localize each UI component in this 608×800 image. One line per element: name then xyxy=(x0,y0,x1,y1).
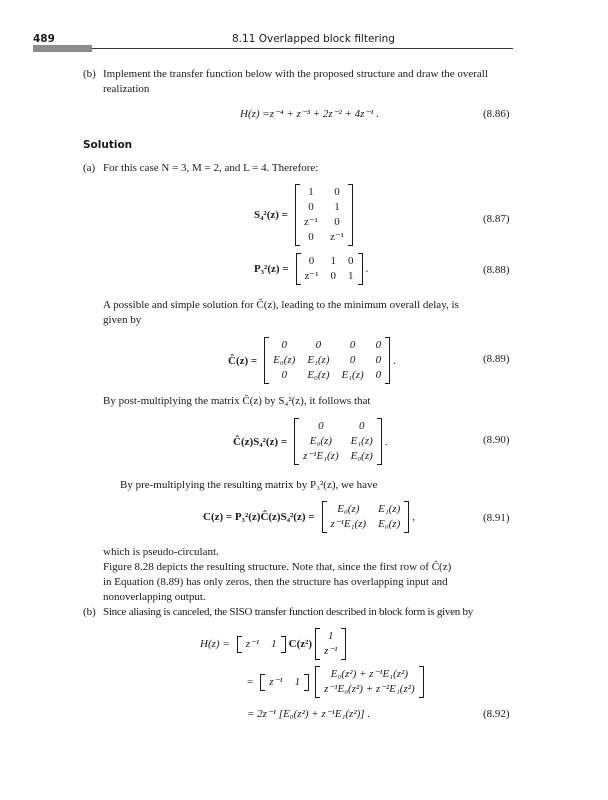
matrix-entry: 0 xyxy=(334,216,340,228)
equation-lhs: P₃²(z) = xyxy=(254,263,289,275)
part-label: (a) xyxy=(83,162,96,174)
equation-lhs: C(z) = P₃²(z)Ĉ(z)S₄²(z) = xyxy=(203,511,315,523)
equation-lhs: = xyxy=(247,676,254,688)
equation-number: (8.88) xyxy=(483,264,510,276)
matrix-entry: E₁(z) xyxy=(350,435,373,447)
equation-8-86 xyxy=(240,107,379,120)
vector-grid xyxy=(320,666,419,698)
paragraph: Figure 8.28 depicts the resulting structure. Note that, since the first row of Ĉ(z) xyxy=(103,561,452,573)
matrix-grid xyxy=(327,501,405,533)
matrix xyxy=(322,501,410,533)
matrix-entry: 1 xyxy=(308,186,314,198)
matrix-entry: 0 xyxy=(334,186,340,198)
part-text: Since aliasing is canceled, the SISO transfer function described in block form is given by xyxy=(103,606,474,618)
equation-number: (8.87) xyxy=(483,213,510,225)
matrix-entry: 0 xyxy=(308,255,315,267)
matrix-entry: E₀(z²) + z⁻¹E₁(z²) xyxy=(330,668,409,680)
matrix-entry: 1 xyxy=(328,630,334,642)
matrix-entry: 1 xyxy=(348,270,354,282)
column-vector xyxy=(315,666,424,698)
paragraph: in Equation (8.89) has only zeros, then the structure has overlapping input and xyxy=(103,576,448,588)
matrix-entry: E₁(z) xyxy=(378,503,401,515)
row-vector xyxy=(260,674,309,691)
matrix-entry: E₀(z) xyxy=(307,369,330,381)
matrix xyxy=(264,337,390,384)
matrix-entry: 0 xyxy=(349,339,356,351)
equation-lhs: H(z) = xyxy=(200,638,230,650)
matrix-entry: z⁻¹ xyxy=(329,231,344,243)
matrix-entry: E₁(z) xyxy=(341,369,364,381)
matrix-grid xyxy=(269,337,385,384)
equation-8-92-line2 xyxy=(247,666,427,698)
matrix-entry: 0 xyxy=(330,270,337,282)
matrix-grid xyxy=(300,184,348,246)
equation-lhs: Ĉ(z)S₄²(z) = xyxy=(233,435,288,448)
solution-heading: Solution xyxy=(83,139,133,151)
matrix-entry: 0 xyxy=(281,369,287,381)
header-rule xyxy=(33,48,513,49)
paragraph: By pre-multiplying the resulting matrix by P₃²(z), we have xyxy=(120,479,378,491)
solution-part-a xyxy=(83,161,518,176)
matrix-entry: E₀(z) xyxy=(378,518,401,530)
exercise-part-b xyxy=(83,67,518,82)
matrix-entry: z⁻¹ xyxy=(303,216,318,228)
equation-8-92-line3 xyxy=(247,707,370,720)
matrix-entry: 1 xyxy=(271,637,277,650)
part-text: For this case N = 3, M = 2, and L = 4. Therefore: xyxy=(103,162,319,174)
matrix-entry: 0 xyxy=(281,339,287,351)
equation-tail: , xyxy=(412,511,415,523)
equation-8-92-line1 xyxy=(200,628,349,660)
matrix xyxy=(296,253,363,285)
matrix-entry: E₁(z) xyxy=(307,354,330,366)
matrix-entry: 1 xyxy=(330,255,337,267)
equation-number: (8.89) xyxy=(483,353,510,365)
matrix-entry: z⁻¹ xyxy=(304,270,319,282)
equation-expression: = 2z⁻¹ [E₀(z²) + z⁻¹E₁(z²)] . xyxy=(247,708,371,720)
equation-lhs: S₄²(z) = xyxy=(254,209,288,221)
matrix xyxy=(294,418,382,465)
paragraph: nonoverlapping output. xyxy=(103,591,206,603)
matrix-entry: E₀(z) xyxy=(309,435,332,447)
matrix-entry: 1 xyxy=(294,675,301,688)
equation-mid: C(z²) xyxy=(288,638,313,650)
equation-tail: . xyxy=(384,435,388,448)
part-label: (b) xyxy=(83,68,96,80)
part-text: Implement the transfer function below with the proposed structure and draw the overall xyxy=(103,68,488,80)
column-vector xyxy=(315,628,346,660)
equation-number: (8.86) xyxy=(483,108,510,120)
matrix-entry: z⁻¹ xyxy=(269,675,283,688)
running-head: 8.11 Overlapped block filtering xyxy=(232,33,395,45)
matrix-entry: 0 xyxy=(348,255,354,267)
equation-tail: . xyxy=(365,263,369,275)
matrix xyxy=(295,184,353,246)
matrix-entry: E₀(z) xyxy=(350,450,373,462)
equation-8-87 xyxy=(254,184,356,246)
equation-8-90 xyxy=(233,418,388,465)
row-vector xyxy=(237,636,286,653)
equation-8-89 xyxy=(228,337,396,384)
equation-lhs: H(z) = xyxy=(240,107,270,120)
matrix-entry: 0 xyxy=(315,339,322,351)
matrix-entry: 1 xyxy=(334,201,340,213)
equation-lhs: Ĉ(z) = xyxy=(228,354,258,367)
matrix-entry: z⁻¹ xyxy=(245,637,260,650)
equation-tail: . xyxy=(393,354,396,367)
matrix-entry: 0 xyxy=(358,420,365,432)
vector-grid xyxy=(265,674,304,691)
matrix-entry: 0 xyxy=(308,231,314,243)
matrix-entry: 0 xyxy=(375,354,382,366)
matrix-entry: 0 xyxy=(318,420,324,432)
matrix-entry: E₀(z) xyxy=(337,503,360,515)
equation-number: (8.90) xyxy=(483,434,510,446)
paragraph: given by xyxy=(103,314,142,326)
paragraph: By post-multiplying the matrix Ĉ(z) by S₄²(z), it follows that xyxy=(103,395,371,407)
equation-8-91 xyxy=(203,501,415,533)
page-number: 489 xyxy=(33,33,55,45)
matrix-grid xyxy=(299,418,377,465)
part-label: (b) xyxy=(83,606,96,618)
matrix-entry: z⁻¹E₁(z) xyxy=(330,518,367,530)
equation-rhs: z⁻⁴ + z⁻³ + 2z⁻² + 4z⁻¹ . xyxy=(269,108,380,120)
equation-number: (8.92) xyxy=(483,708,510,720)
matrix-entry: 0 xyxy=(375,339,382,351)
matrix-entry: z⁻¹E₀(z²) + z⁻²E₁(z²) xyxy=(324,683,415,695)
matrix-entry: z⁻¹E₁(z) xyxy=(303,450,339,462)
vector-grid xyxy=(242,636,281,653)
matrix-entry: 0 xyxy=(349,354,356,366)
equation-number: (8.91) xyxy=(483,512,510,524)
matrix-entry: E₀(z) xyxy=(273,354,296,366)
matrix-entry: z⁻¹ xyxy=(324,645,338,657)
header-tab-marker xyxy=(33,45,92,52)
equation-8-88 xyxy=(254,253,368,285)
exercise-part-b-line2: realization xyxy=(103,83,150,95)
paragraph: A possible and simple solution for Ĉ(z), leading to the minimum overall delay, is xyxy=(103,299,459,311)
solution-part-b xyxy=(83,605,518,620)
matrix-grid xyxy=(301,253,358,285)
paragraph: which is pseudo-circulant. xyxy=(103,546,219,558)
matrix-entry: 0 xyxy=(308,201,314,213)
vector-grid xyxy=(320,628,341,660)
matrix-entry: 0 xyxy=(375,369,382,381)
